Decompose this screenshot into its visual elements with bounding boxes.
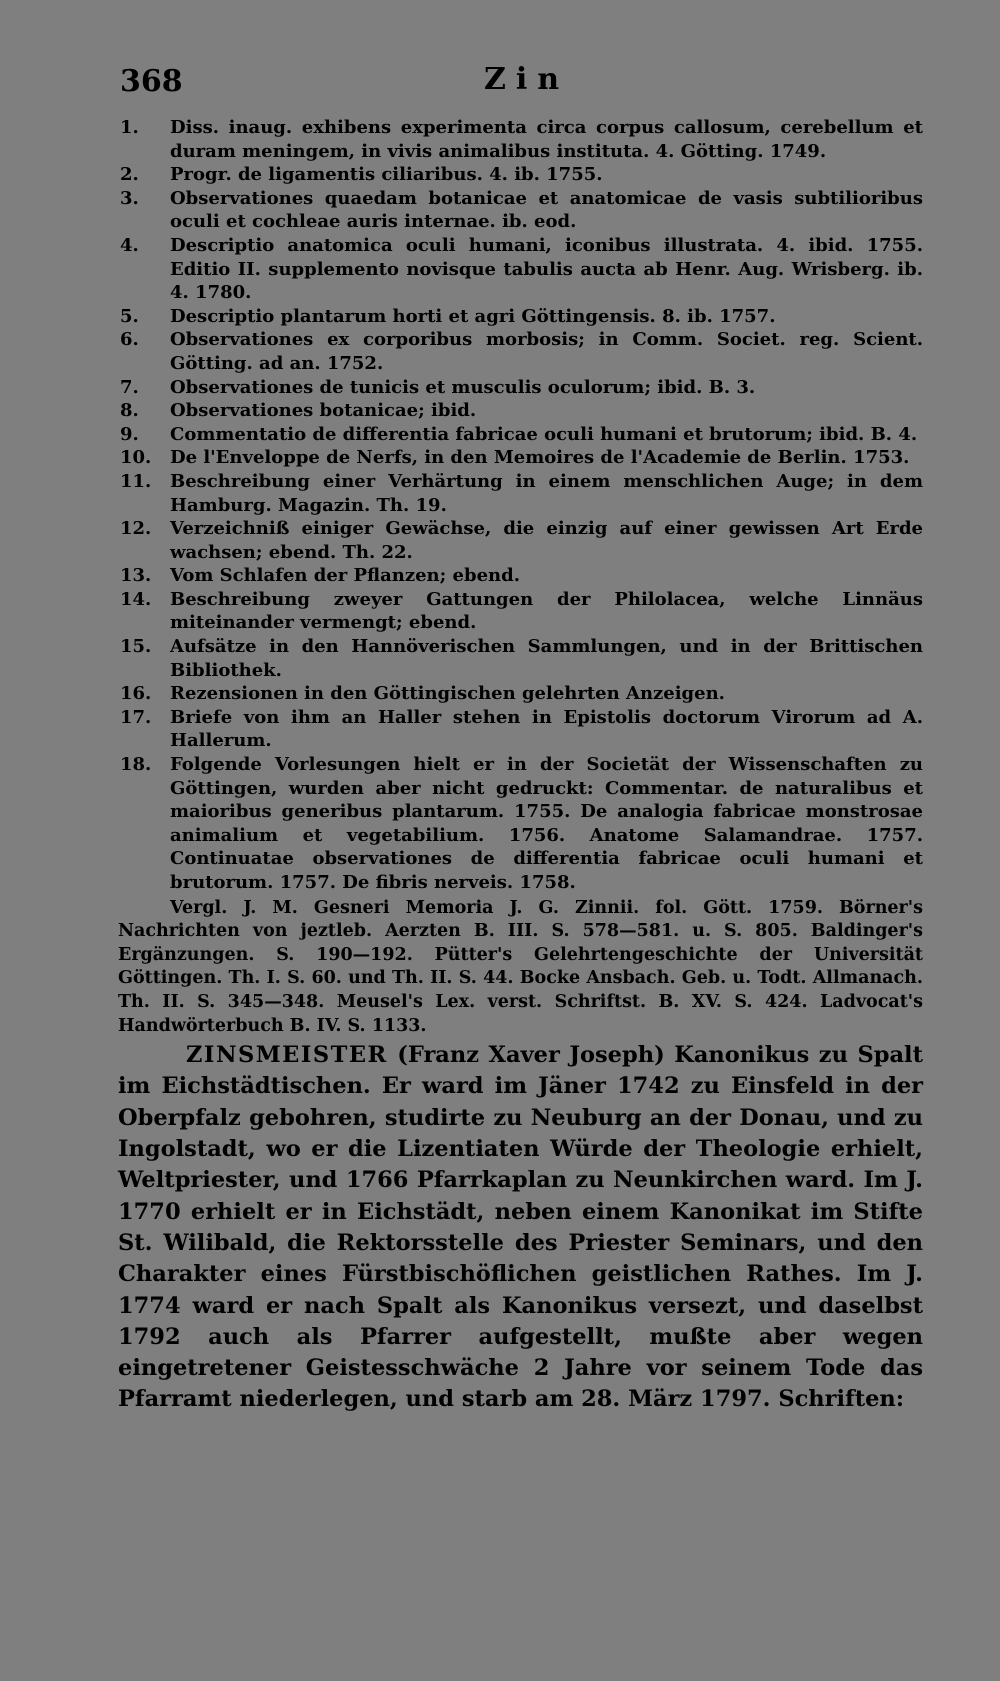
item-text: Diss. inaug. exhibens experimenta circa corpus callosum, cerebellum et duram meningem, in vivis animalibus instituta. 4. Götting. 1749. — [170, 117, 923, 162]
list-item — [118, 588, 923, 635]
item-text: Verzeichniß einiger Gewächse, die einzig auf einer gewissen Art Erde wachsen; ebend. Th. 22. — [170, 518, 923, 563]
item-text: Briefe von ihm an Haller stehen in Epistolis doctorum Virorum ad A. Hallerum. — [170, 706, 923, 752]
item-text: Beschreibung zweyer Gattungen der Philolacea, welche Linnäus miteinander vermengt; ebend. — [170, 588, 923, 634]
list-item — [118, 163, 923, 187]
item-text: Rezensionen in den Göttingischen gelehrten Anzeigen. — [170, 683, 725, 705]
item-number: 12. — [120, 518, 152, 540]
page-header — [118, 58, 923, 102]
references-paragraph: Vergl. J. M. Gesneri Memoria J. G. Zinnii. fol. Gött. 1759. Börner's Nachrichten von jeztleb. Aerzten B. III. S. 578—581. u. S. 805. Baldinger's Ergänzungen. S. 190—192. Pütter's Gelehrtengeschichte der Universität Göttingen. Th. I. S. 60. und Th. II. S. 44. Bocke Ansbach. Geb. u. Todt. Allmanach. Th. II. S. 345—348. Meusel's Lex. verst. Schriftst. B. XV. S. 424. Ladvocat's Handwörterbuch B. IV. S. 1133. — [118, 897, 923, 1036]
entry-headword: ZINSMEISTER — [186, 1042, 388, 1069]
item-text: Progr. de ligamentis ciliaribus. 4. ib. 1755. — [170, 164, 603, 186]
item-number: 16. — [120, 683, 152, 705]
item-number: 2. — [120, 164, 139, 186]
list-item — [118, 376, 923, 400]
list-item — [118, 470, 923, 517]
list-item — [118, 753, 923, 895]
list-item — [118, 234, 923, 305]
item-number: 10. — [120, 447, 152, 469]
list-item — [118, 635, 923, 682]
page-number: 368 — [120, 64, 183, 99]
list-item — [118, 517, 923, 564]
item-text: Vom Schlafen der Pflanzen; ebend. — [170, 565, 520, 587]
list-item — [118, 305, 923, 329]
list-item — [118, 187, 923, 234]
list-item — [118, 328, 923, 375]
item-number: 13. — [120, 565, 152, 587]
item-number: 7. — [120, 376, 139, 398]
item-text: Descriptio anatomica oculi humani, iconibus illustrata. 4. ibid. 1755. Editio II. supplemento novisque tabulis aucta ab Henr. Aug. Wrisberg. ib. 4. 1780. — [170, 234, 923, 304]
biography-entry — [118, 1040, 923, 1416]
item-number: 9. — [120, 423, 139, 445]
item-number: 14. — [120, 588, 152, 610]
item-number: 5. — [120, 305, 139, 327]
list-item — [118, 423, 923, 447]
book-page — [118, 58, 923, 1416]
item-number: 11. — [120, 470, 152, 492]
works-list — [118, 116, 923, 895]
list-item — [118, 116, 923, 163]
item-text: Observationes ex corporibus morbosis; in Comm. Societ. reg. Scient. Götting. ad an. 1752. — [170, 329, 923, 374]
item-text: Observationes de tunicis et musculis oculorum; ibid. B. 3. — [170, 376, 756, 398]
item-text: De l'Enveloppe de Nerfs, in den Memoires de l'Academie de Berlin. 1753. — [170, 447, 910, 469]
item-text: Beschreibung einer Verhärtung in einem menschlichen Auge; in dem Hamburg. Magazin. Th. 19. — [170, 470, 923, 516]
item-number: 6. — [120, 329, 139, 351]
item-text: Aufsätze in den Hannöverischen Sammlungen, und in der Brittischen Bibliothek. — [170, 636, 923, 681]
item-text: Descriptio plantarum horti et agri Göttingensis. 8. ib. 1757. — [170, 305, 776, 327]
item-text: Observationes quaedam botanicae et anatomicae de vasis subtilioribus oculi et cochleae auris internae. ib. eod. — [170, 187, 923, 233]
item-number: 18. — [120, 754, 152, 776]
item-number: 8. — [120, 400, 139, 422]
list-item — [118, 564, 923, 588]
list-item — [118, 446, 923, 470]
list-item — [118, 399, 923, 423]
item-text: Commentatio de differentia fabricae oculi humani et brutorum; ibid. B. 4. — [170, 423, 918, 445]
item-number: 3. — [120, 187, 139, 209]
item-text: Folgende Vorlesungen hielt er in der Societät der Wissenschaften zu Göttingen, wurden aber nicht gedruckt: Commentar. de naturalibus et maioribus generibus plantarum. 1755. De analogia fabricae monstrosae animalium et vegetabilium. 1756. Anatome Salamandrae. 1757. Continuatae observationes de differentia fabricae oculi humani et brutorum. 1757. De fibris nerveis. 1758. — [170, 754, 923, 893]
item-text: Observationes botanicae; ibid. — [170, 400, 477, 422]
item-number: 15. — [120, 636, 152, 658]
list-item — [118, 706, 923, 753]
running-head: Zin — [484, 62, 570, 97]
item-number: 1. — [120, 117, 139, 138]
item-number: 17. — [120, 706, 152, 728]
list-item — [118, 682, 923, 706]
entry-text: (Franz Xaver Joseph) Kanonikus zu Spalt im Eichstädtischen. Er ward im Jäner 1742 zu Einsfeld in der Oberpfalz gebohren, studirte zu Neuburg an der Donau, und zu Ingolstadt, wo er die Lizentiaten Würde der Theologie erhielt, Weltpriester, und 1766 Pfarrkaplan zu Neunkirchen ward. Im J. 1770 erhielt er in Eichstädt, neben einem Kanonikat im Stifte St. Wilibald, die Rektorsstelle des Priester Seminars, und den Charakter eines Fürstbischöflichen geistlichen Rathes. Im J. 1774 ward er nach Spalt als Kanonikus versezt, und daselbst 1792 auch als Pfarrer aufgestellt, mußte aber wegen eingetretener Geistesschwäche 2 Jahre vor seinem Tode das Pfarramt niederlegen, und starb am 28. März 1797. Schriften: — [118, 1042, 923, 1413]
item-number: 4. — [120, 234, 139, 256]
